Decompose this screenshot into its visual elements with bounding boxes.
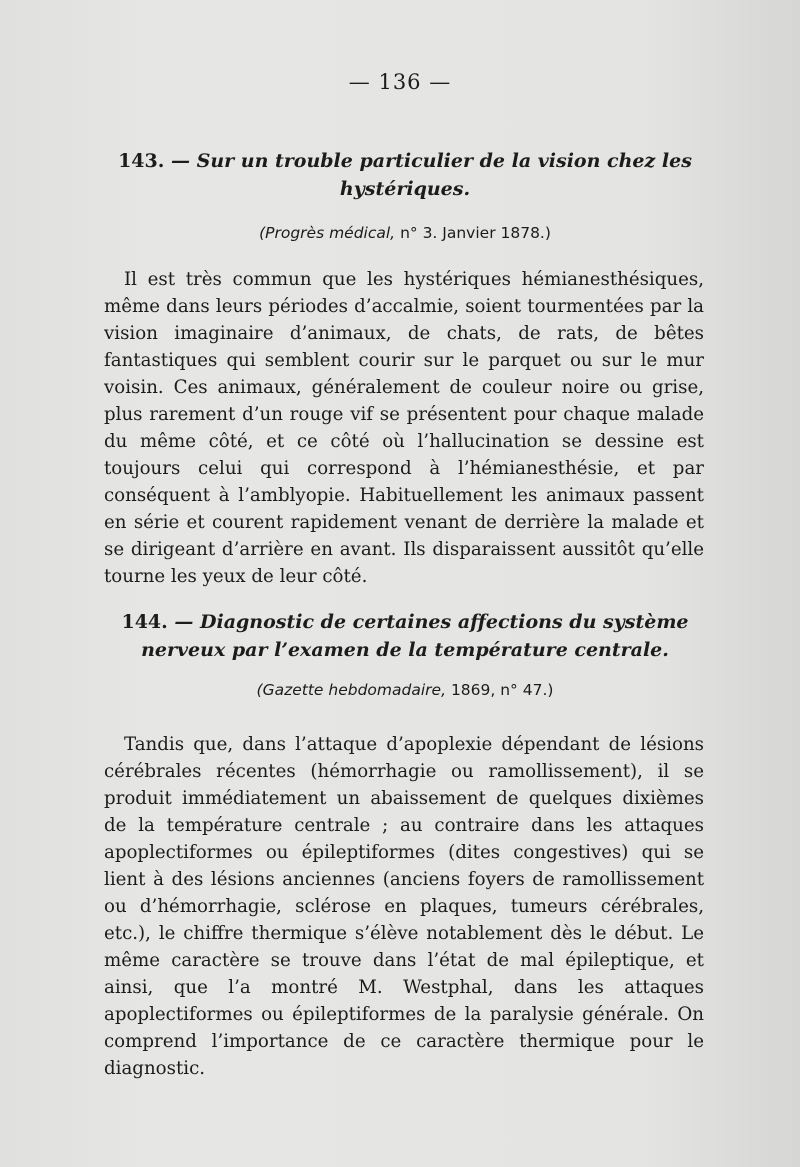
entry-144-title	[100, 608, 710, 664]
entry-143-title	[100, 147, 710, 203]
entry-144-source-publication: (Gazette hebdomadaire,	[256, 681, 446, 699]
entry-144-number: 144.	[121, 611, 168, 633]
entry-144-source-detail: 1869, n° 47.)	[450, 681, 554, 699]
entry-143-source-detail: n° 3. Janvier 1878.)	[400, 224, 551, 242]
entry-143-body: Il est très commun que les hystériques hémianesthésiques, même dans leurs périodes d’accalmie, soient tourmentées par la vision imaginaire d’animaux, de chats, de rats, de bêtes fantastiques qui semblent courir sur le parquet ou sur le mur voisin. Ces animaux, généralement de couleur noire ou grise, plus rarement d’un rouge vif se présentent pour chaque malade du même côté, et ce côté où l’hallucination se dessine est toujours celui qui correspond à l’hémianesthésie, et par conséquent à l’amblyopie. Habituellement les animaux passent en série et courent rapidement venant de derrière la malade et se dirigeant d’arrière en avant. Ils disparaissent aussitôt qu’elle tourne les yeux de leur côté.	[104, 269, 704, 587]
entry-144-source	[100, 681, 710, 699]
entry-144-title-text: — Diagnostic de certaines affections du système nerveux par l’examen de la température centrale.	[141, 611, 689, 661]
entry-143-source-publication: (Progrès médical,	[259, 224, 396, 242]
entry-143-title-text: — Sur un trouble particulier de la vision chez les hystériques.	[170, 150, 692, 200]
entry-143-source	[100, 224, 710, 242]
page-number: — 136 —	[348, 70, 452, 94]
entry-143-number: 143.	[118, 150, 165, 172]
entry-144-body: Tandis que, dans l’attaque d’apoplexie dépendant de lésions cérébrales récentes (hémorrhagie ou ramollissement), il se produit immédiatement un abaissement de quelques dixièmes de la température centrale ; au contraire dans les attaques apoplectiformes ou épileptiformes (dites congestives) qui se lient à des lésions anciennes (anciens foyers de ramollissement ou d’hémorrhagie, sclérose en plaques, tumeurs cérébrales, etc.), le chiffre thermique s’élève notablement dès le début. Le même caractère se trouve dans l’état de mal épileptique, et ainsi, que l’a montré M. Westphal, dans les attaques apoplectiformes ou épileptiformes de la paralysie générale. On comprend l’importance de ce caractère thermique pour le diagnostic.	[104, 734, 704, 1079]
